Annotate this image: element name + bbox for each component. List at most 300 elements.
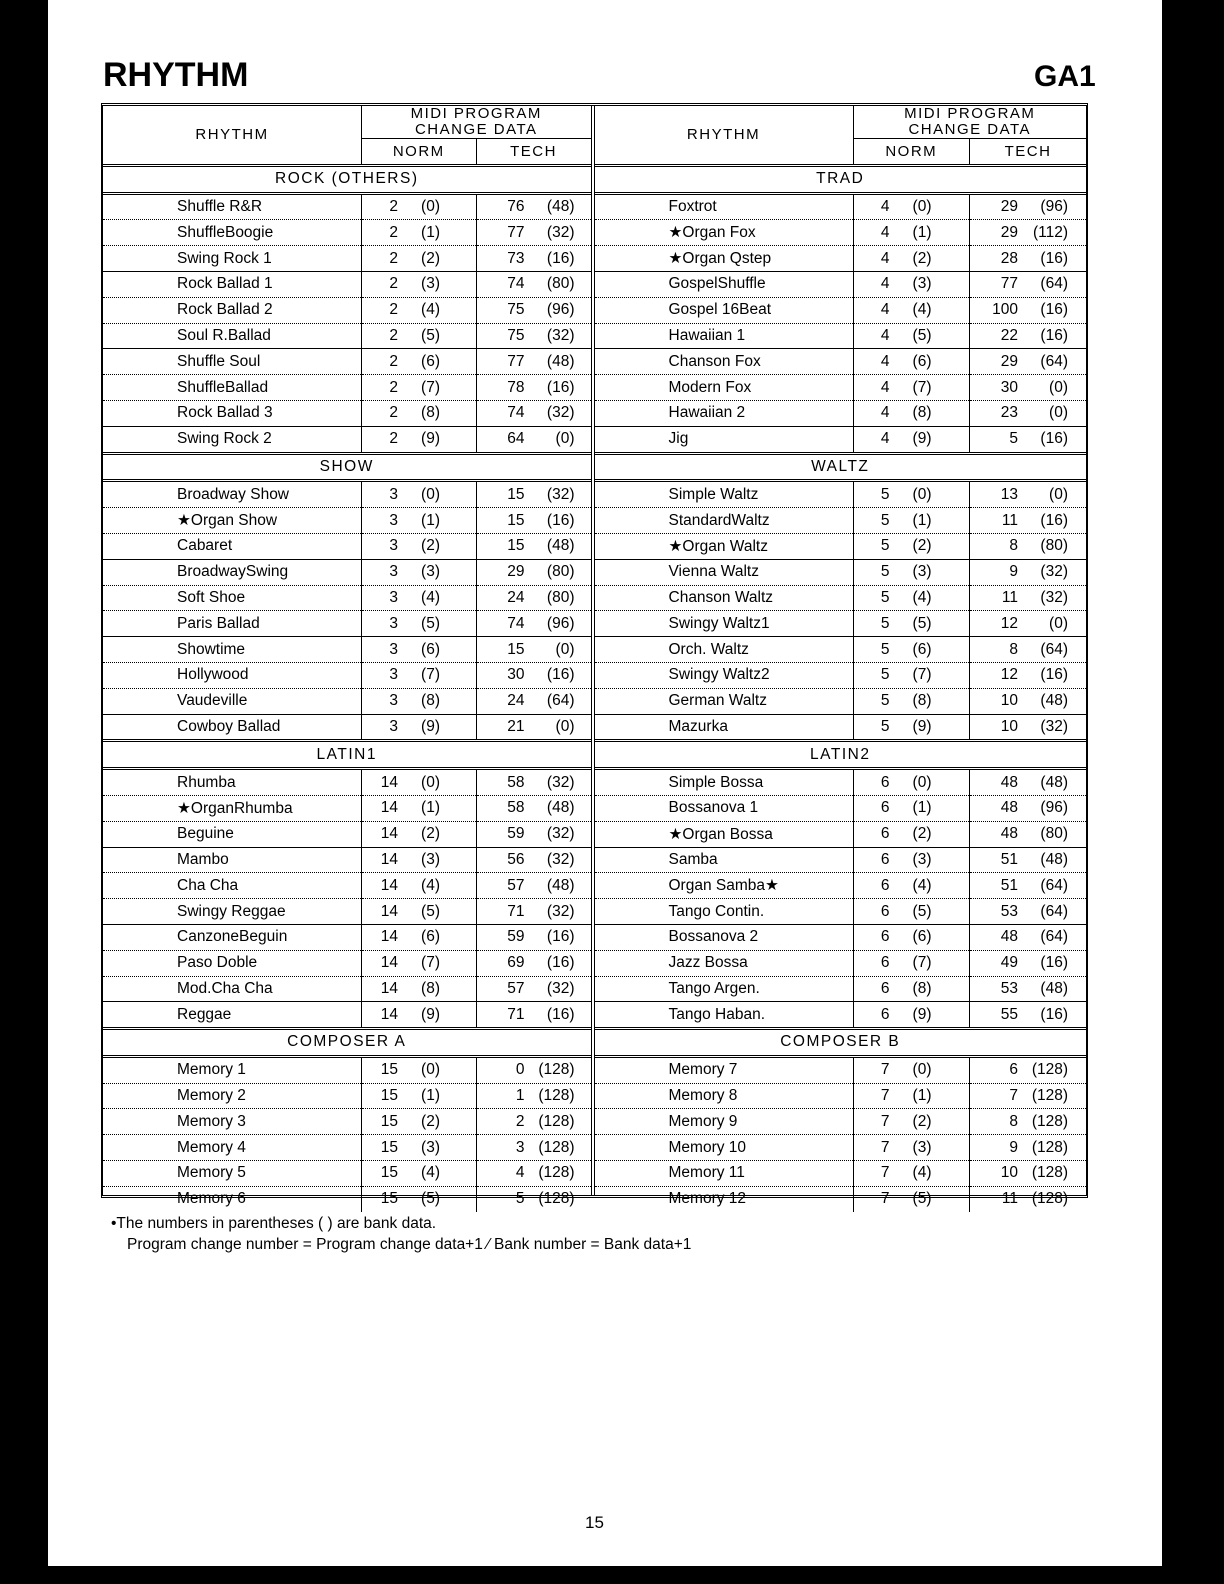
norm-program: 2 (389, 326, 398, 344)
table-row (595, 400, 1087, 426)
norm-program: 5 (880, 692, 890, 710)
tech-bank: (96) (1040, 197, 1068, 215)
table-row (103, 1135, 591, 1161)
tech-bank: (128) (1031, 1164, 1068, 1182)
table-row (103, 246, 591, 272)
midi-header-line-2: CHANGE DATA (414, 121, 538, 138)
rhythm-name: Shuffle R&R (103, 193, 362, 220)
norm-cell (853, 481, 970, 508)
tech-cell (476, 1186, 591, 1211)
norm-program: 3 (389, 717, 398, 735)
norm-program: 15 (380, 1087, 398, 1105)
table-row (103, 950, 591, 976)
table-row (595, 1135, 1087, 1161)
table-row (595, 688, 1087, 714)
norm-cell (362, 508, 477, 534)
tech-bank: (16) (546, 666, 575, 684)
tech-bank: (128) (538, 1138, 575, 1156)
rhythm-name: Memory 8 (595, 1083, 854, 1109)
tech-program: 74 (507, 404, 525, 422)
tech-cell (970, 349, 1087, 375)
norm-program: 14 (380, 1005, 398, 1023)
norm-program: 5 (880, 485, 890, 503)
norm-bank: (0) (421, 197, 440, 215)
norm-program: 6 (880, 850, 890, 868)
norm-bank: (8) (421, 404, 440, 422)
tech-column-header: TECH (476, 139, 591, 166)
norm-program: 3 (389, 563, 398, 581)
tech-cell (476, 400, 591, 426)
tech-program: 15 (507, 511, 525, 529)
norm-program: 5 (880, 717, 890, 735)
tech-bank: (64) (1040, 275, 1068, 293)
norm-program: 5 (880, 588, 890, 606)
rhythm-name: Memory 6 (103, 1186, 362, 1211)
tech-bank: (32) (546, 850, 575, 868)
rhythm-name: Memory 7 (595, 1056, 854, 1083)
norm-program: 6 (880, 1005, 890, 1023)
tech-cell (970, 899, 1087, 925)
rhythm-name: Hollywood (103, 662, 362, 688)
table-row (595, 1002, 1087, 1029)
tech-program: 100 (992, 301, 1018, 319)
tech-bank: (16) (1040, 430, 1068, 448)
norm-bank: (9) (912, 1005, 932, 1023)
norm-bank: (8) (912, 404, 932, 422)
tech-program: 53 (1000, 979, 1018, 997)
norm-bank: (6) (912, 352, 932, 370)
tech-cell (476, 769, 591, 796)
norm-program: 5 (880, 640, 890, 658)
norm-bank: (4) (912, 301, 932, 319)
norm-program: 6 (880, 902, 890, 920)
norm-cell (853, 585, 970, 611)
norm-bank: (1) (912, 511, 932, 529)
table-row (103, 637, 591, 663)
table-row (595, 899, 1087, 925)
tech-program: 8 (1009, 1112, 1018, 1130)
rhythm-name: Hawaiian 2 (595, 400, 854, 426)
tech-program: 9 (1009, 1138, 1018, 1156)
norm-bank: (5) (421, 902, 440, 920)
norm-bank: (5) (912, 614, 932, 632)
rhythm-column-header: RHYTHM (103, 106, 362, 165)
table-row (103, 533, 591, 559)
section-header-row (103, 1029, 591, 1057)
norm-bank: (7) (912, 954, 932, 972)
tech-cell (970, 662, 1087, 688)
tech-program: 1 (515, 1087, 525, 1105)
norm-cell (853, 400, 970, 426)
table-row (595, 426, 1087, 453)
table-row (595, 559, 1087, 585)
rhythm-name: Gospel 16Beat (595, 297, 854, 323)
table-row (595, 795, 1087, 821)
tech-program: 29 (1000, 352, 1018, 370)
norm-bank: (1) (421, 223, 440, 241)
rhythm-name: Vienna Waltz (595, 559, 854, 585)
table-row (595, 193, 1087, 220)
tech-program: 11 (1001, 1190, 1018, 1208)
tech-bank: (96) (1040, 799, 1068, 817)
norm-bank: (2) (421, 1112, 440, 1130)
norm-bank: (2) (421, 825, 440, 843)
norm-cell (362, 637, 477, 663)
norm-cell (362, 220, 477, 246)
table-row (595, 611, 1087, 637)
norm-cell (853, 1083, 970, 1109)
tech-bank: (16) (546, 1005, 575, 1023)
rhythm-name: German Waltz (595, 688, 854, 714)
tech-cell (970, 246, 1087, 272)
tech-bank: (128) (538, 1087, 575, 1105)
norm-cell (853, 193, 970, 220)
tech-bank: (16) (546, 378, 575, 396)
norm-cell (362, 847, 477, 873)
tech-program: 77 (507, 352, 525, 370)
norm-cell (362, 533, 477, 559)
tech-cell (476, 847, 591, 873)
norm-cell (362, 714, 477, 741)
tech-cell (476, 795, 591, 821)
table-row (595, 924, 1087, 950)
rhythm-name: Chanson Waltz (595, 585, 854, 611)
tech-program: 29 (1000, 223, 1018, 241)
tech-cell (476, 323, 591, 349)
norm-bank: (9) (421, 1005, 440, 1023)
tech-cell (476, 220, 591, 246)
tech-cell (970, 873, 1087, 899)
tech-program: 51 (1000, 876, 1018, 894)
tech-bank: (64) (1040, 352, 1068, 370)
tech-cell (476, 375, 591, 401)
rhythm-name: Hawaiian 1 (595, 323, 854, 349)
tech-bank: (48) (546, 537, 575, 555)
tech-bank: (16) (1040, 249, 1068, 267)
table-row (103, 1161, 591, 1187)
tech-cell (970, 847, 1087, 873)
norm-cell (853, 271, 970, 297)
tech-bank: (48) (546, 197, 575, 215)
tech-bank: (16) (1040, 301, 1068, 319)
tech-bank: (128) (538, 1164, 575, 1182)
norm-cell (853, 246, 970, 272)
tech-bank: (32) (546, 902, 575, 920)
norm-program: 7 (880, 1061, 890, 1079)
norm-program: 3 (389, 588, 398, 606)
section-title: LATIN2 (595, 741, 1087, 769)
norm-cell (362, 481, 477, 508)
rhythm-name: Shuffle Soul (103, 349, 362, 375)
norm-program: 2 (389, 249, 398, 267)
tech-bank: (32) (546, 404, 575, 422)
page-border-right (1162, 0, 1224, 1584)
tech-cell (476, 1083, 591, 1109)
section-title: TRAD (595, 165, 1087, 193)
norm-cell (853, 1056, 970, 1083)
tech-bank: (64) (1040, 876, 1068, 894)
tech-program: 57 (507, 876, 525, 894)
norm-cell (362, 976, 477, 1002)
norm-bank: (0) (912, 197, 932, 215)
norm-cell (362, 688, 477, 714)
rhythm-tables (101, 103, 1088, 1208)
norm-bank: (3) (912, 563, 932, 581)
tech-bank: (80) (546, 563, 575, 581)
norm-program: 2 (389, 352, 398, 370)
norm-bank: (0) (421, 485, 440, 503)
right-table-column (595, 106, 1087, 1208)
table-row (103, 924, 591, 950)
tech-bank: (48) (1040, 979, 1068, 997)
norm-cell (362, 400, 477, 426)
midi-header-line-1: MIDI PROGRAM (904, 106, 1036, 122)
table-row (103, 769, 591, 796)
rhythm-name: Memory 4 (103, 1135, 362, 1161)
norm-program: 4 (880, 249, 890, 267)
tech-program: 10 (1000, 717, 1018, 735)
norm-cell (853, 688, 970, 714)
tech-cell (970, 297, 1087, 323)
norm-cell (362, 193, 477, 220)
rhythm-name: Broadway Show (103, 481, 362, 508)
norm-program: 14 (380, 928, 398, 946)
rhythm-name: Jazz Bossa (595, 950, 854, 976)
norm-bank: (5) (421, 614, 440, 632)
tech-bank: (80) (1040, 825, 1068, 843)
tech-cell (970, 1161, 1087, 1187)
tech-program: 48 (1000, 799, 1018, 817)
norm-cell (853, 637, 970, 663)
rhythm-name: ★Organ Bossa (595, 821, 854, 847)
table-row (595, 714, 1087, 741)
tech-program: 56 (507, 850, 525, 868)
tech-program: 59 (507, 825, 525, 843)
tech-bank: (16) (546, 928, 575, 946)
norm-cell (853, 559, 970, 585)
table-row (103, 714, 591, 741)
norm-bank: (8) (912, 692, 932, 710)
norm-bank: (5) (912, 326, 932, 344)
tech-program: 12 (1000, 666, 1018, 684)
norm-cell (853, 769, 970, 796)
norm-program: 4 (880, 378, 890, 396)
norm-bank: (9) (912, 717, 932, 735)
rhythm-name: Simple Waltz (595, 481, 854, 508)
tech-cell (476, 246, 591, 272)
tech-program: 48 (1000, 825, 1018, 843)
rhythm-name: Memory 5 (103, 1161, 362, 1187)
tech-cell (970, 1002, 1087, 1029)
rhythm-name: Orch. Waltz (595, 637, 854, 663)
tech-bank: (128) (1031, 1138, 1068, 1156)
tech-bank: (48) (546, 799, 575, 817)
tech-program: 11 (1001, 588, 1018, 606)
rhythm-column-header: RHYTHM (595, 106, 854, 165)
tech-cell (970, 193, 1087, 220)
norm-bank: (8) (421, 979, 440, 997)
tech-program: 71 (507, 1005, 525, 1023)
table-row (103, 559, 591, 585)
norm-cell (362, 1186, 477, 1211)
table-row (103, 193, 591, 220)
norm-bank: (4) (421, 588, 440, 606)
tech-bank: (128) (538, 1112, 575, 1130)
tech-cell (476, 297, 591, 323)
norm-bank: (4) (421, 301, 440, 319)
table-row (103, 688, 591, 714)
tech-cell (476, 714, 591, 741)
rhythm-name: Reggae (103, 1002, 362, 1029)
norm-cell (853, 847, 970, 873)
tech-bank: (96) (546, 614, 575, 632)
norm-bank: (3) (421, 275, 440, 293)
table-row (595, 1056, 1087, 1083)
tech-cell (970, 976, 1087, 1002)
norm-bank: (3) (421, 563, 440, 581)
tech-program: 48 (1000, 773, 1018, 791)
rhythm-name: Paso Doble (103, 950, 362, 976)
norm-cell (853, 375, 970, 401)
norm-program: 4 (880, 352, 890, 370)
norm-bank: (6) (421, 352, 440, 370)
tech-program: 4 (515, 1164, 525, 1182)
table-row (595, 976, 1087, 1002)
tech-bank: (80) (546, 275, 575, 293)
rhythm-name: Rhumba (103, 769, 362, 796)
table-row (103, 271, 591, 297)
table-row (103, 426, 591, 453)
norm-cell (853, 795, 970, 821)
norm-program: 15 (380, 1112, 398, 1130)
tech-bank: (48) (546, 876, 575, 894)
norm-bank: (0) (912, 1061, 932, 1079)
tech-program: 48 (1000, 928, 1018, 946)
rhythm-name: Rock Ballad 1 (103, 271, 362, 297)
tech-program: 5 (1009, 430, 1018, 448)
table-row (103, 349, 591, 375)
rhythm-name: Vaudeville (103, 688, 362, 714)
norm-cell (853, 533, 970, 559)
norm-cell (362, 1109, 477, 1135)
tech-cell (476, 193, 591, 220)
norm-cell (362, 375, 477, 401)
norm-bank: (6) (421, 928, 440, 946)
norm-program: 15 (380, 1138, 398, 1156)
norm-program: 14 (380, 825, 398, 843)
rhythm-name: Modern Fox (595, 375, 854, 401)
norm-bank: (6) (421, 640, 440, 658)
norm-program: 5 (880, 511, 890, 529)
tech-bank: (0) (1049, 404, 1068, 422)
norm-program: 14 (380, 902, 398, 920)
tech-program: 7 (1009, 1087, 1018, 1105)
tech-bank: (16) (1040, 666, 1068, 684)
norm-bank: (4) (421, 876, 440, 894)
norm-bank: (5) (421, 326, 440, 344)
tech-program: 28 (1000, 249, 1018, 267)
tech-cell (970, 1083, 1087, 1109)
norm-cell (362, 1161, 477, 1187)
norm-program: 4 (880, 326, 890, 344)
tech-cell (970, 1056, 1087, 1083)
norm-cell (853, 1135, 970, 1161)
norm-cell (853, 899, 970, 925)
norm-program: 3 (389, 614, 398, 632)
table-row (103, 611, 591, 637)
tech-program: 55 (1000, 1005, 1018, 1023)
norm-bank: (4) (912, 1164, 932, 1182)
tech-cell (970, 714, 1087, 741)
norm-cell (853, 1109, 970, 1135)
norm-program: 5 (880, 537, 890, 555)
norm-bank: (9) (912, 430, 932, 448)
tech-cell (476, 426, 591, 453)
tech-cell (476, 924, 591, 950)
rhythm-name: ★Organ Waltz (595, 533, 854, 559)
tech-cell (970, 271, 1087, 297)
note-line-2: Program change number = Program change data+1 ⁄ Bank number = Bank data+1 (127, 1236, 692, 1253)
header-row (595, 106, 1087, 139)
norm-program: 5 (880, 666, 890, 684)
norm-program: 3 (389, 640, 398, 658)
rhythm-name: Swing Rock 2 (103, 426, 362, 453)
tech-bank: (112) (1032, 223, 1068, 241)
table-row (103, 662, 591, 688)
norm-bank: (1) (912, 223, 932, 241)
rhythm-name: ★OrganRhumba (103, 795, 362, 821)
tech-program: 23 (1000, 404, 1018, 422)
norm-program: 5 (880, 614, 890, 632)
norm-bank: (7) (912, 666, 932, 684)
tech-program: 6 (1009, 1061, 1018, 1079)
tech-bank: (128) (538, 1190, 575, 1208)
rhythm-name: Foxtrot (595, 193, 854, 220)
tech-program: 30 (1000, 378, 1018, 396)
norm-program: 6 (880, 799, 890, 817)
norm-cell (362, 821, 477, 847)
tech-bank: (32) (546, 979, 575, 997)
table-row (595, 297, 1087, 323)
rhythm-name: BroadwaySwing (103, 559, 362, 585)
rhythm-name: ★Organ Show (103, 508, 362, 534)
norm-bank: (1) (912, 799, 932, 817)
tech-cell (970, 559, 1087, 585)
left-table-column (103, 106, 595, 1208)
table-row (595, 769, 1087, 796)
norm-bank: (9) (421, 717, 440, 735)
section-title: ROCK (OTHERS) (103, 165, 591, 193)
norm-bank: (0) (421, 773, 440, 791)
tech-cell (970, 323, 1087, 349)
norm-program: 4 (880, 197, 890, 215)
norm-program: 7 (880, 1164, 890, 1182)
norm-cell (362, 795, 477, 821)
tech-bank: (128) (1031, 1087, 1068, 1105)
norm-program: 7 (880, 1138, 890, 1156)
tech-bank: (16) (546, 249, 575, 267)
rhythm-name: Memory 11 (595, 1161, 854, 1187)
norm-program: 6 (880, 928, 890, 946)
norm-program: 4 (880, 301, 890, 319)
norm-program: 14 (380, 876, 398, 894)
tech-bank: (32) (546, 326, 575, 344)
tech-bank: (128) (1031, 1190, 1068, 1208)
tech-bank: (0) (555, 430, 575, 448)
tech-bank: (64) (546, 692, 575, 710)
norm-bank: (6) (912, 640, 932, 658)
tech-bank: (32) (546, 485, 575, 503)
